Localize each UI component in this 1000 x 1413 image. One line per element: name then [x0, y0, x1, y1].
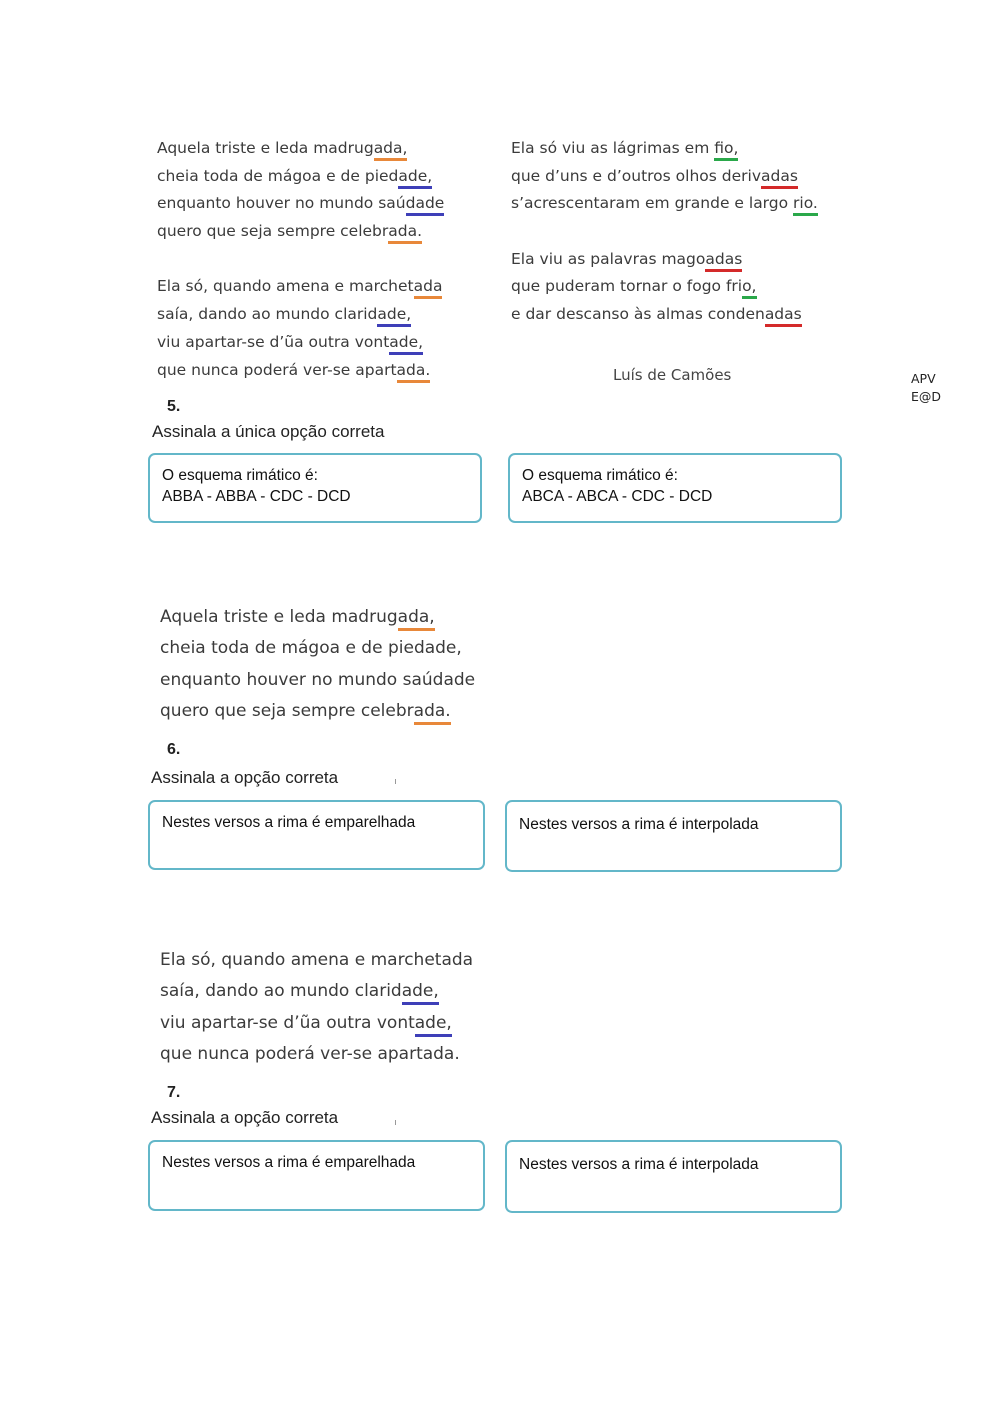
poem-line: que nunca poderá ver-se apartada. [160, 1043, 460, 1064]
rhyme-ending: dade [406, 194, 445, 216]
question-5-title: Assinala a única opção correta [152, 422, 385, 441]
q7-option-interpolada[interactable] [505, 1140, 842, 1213]
poem-line: quero que seja sempre celebrada. [157, 218, 444, 246]
q6-option-emparelhada[interactable] [148, 800, 485, 870]
poem-line: que nunca poderá ver-se apartada. [157, 357, 444, 385]
poem-line: s’acrescentaram em grande e largo rio. [511, 190, 818, 218]
poem-line: Ela viu as palavras magoadas [511, 246, 818, 274]
option-label: O esquema rimático é: [162, 467, 318, 484]
question-6-title: Assinala a opção correta [151, 768, 339, 787]
rhyme-ending: ade, [402, 981, 439, 1005]
badge-line: APV [911, 371, 936, 386]
poem-line: que d’uns e d’outros olhos derivadas [511, 163, 818, 191]
q6-option-interpolada[interactable] [505, 800, 842, 872]
rhyme-ending: o, [742, 277, 756, 299]
q5-option-a[interactable] [148, 453, 482, 523]
rhyme-ending: ada. [414, 701, 451, 725]
rhyme-ending: fio, [714, 139, 738, 161]
poem-right-column [511, 135, 818, 329]
poem-line: e dar descanso às almas condenadas [511, 301, 818, 329]
poem-line: Ela só, quando amena e marchetada [157, 273, 444, 301]
option-value: ABBA - ABBA - CDC - DCD [162, 488, 351, 505]
rhyme-ending: rio. [793, 194, 818, 216]
poem-left-column [157, 135, 444, 384]
rhyme-ending: ade, [415, 1013, 452, 1037]
poem-line: enquanto houver no mundo saúdade [157, 190, 444, 218]
rhyme-ending: ade, [389, 333, 423, 355]
rhyme-ending: ada. [388, 222, 422, 244]
excerpt-stanza-1 [160, 602, 475, 727]
rhyme-ending: ade, [398, 167, 432, 189]
question-7-title: Assinala a opção correta [151, 1108, 339, 1127]
rhyme-ending: adas [765, 305, 802, 327]
rhyme-ending: adas [761, 167, 798, 189]
option-text: Nestes versos a rima é interpolada [519, 816, 759, 833]
poem-line: Aquela triste e leda madrugada, [157, 135, 444, 163]
poem-line: cheia toda de mágoa e de piedade, [160, 638, 462, 659]
poem-author: Luís de Camões [613, 366, 732, 384]
divider [395, 1120, 396, 1125]
poem-line: cheia toda de mágoa e de piedade, [157, 163, 444, 191]
poem-line: viu apartar-se d’ũa outra vontade, [160, 1008, 473, 1039]
rhyme-ending: ade, [377, 305, 411, 327]
poem-line: enquanto houver no mundo saúdade [160, 669, 476, 690]
poem-line: quero que seja sempre celebrada. [160, 696, 475, 727]
poem-line: saía, dando ao mundo claridade, [160, 976, 473, 1007]
rhyme-ending: ada, [374, 139, 408, 161]
q5-option-b[interactable] [508, 453, 842, 523]
poem-line: saía, dando ao mundo claridade, [157, 301, 444, 329]
option-label: O esquema rimático é: [522, 467, 678, 484]
option-text: Nestes versos a rima é interpolada [519, 1156, 759, 1173]
rhyme-ending: ada, [398, 607, 435, 631]
question-7-number: 7. [167, 1084, 181, 1101]
option-text: Nestes versos a rima é emparelhada [162, 814, 416, 831]
option-value: ABCA - ABCA - CDC - DCD [522, 488, 713, 505]
question-6-number: 6. [167, 741, 181, 758]
rhyme-ending: ada [414, 277, 443, 299]
rhyme-ending: adas [705, 250, 742, 272]
option-text: Nestes versos a rima é emparelhada [162, 1154, 416, 1171]
poem-line: viu apartar-se d’ũa outra vontade, [157, 329, 444, 357]
author-badge [911, 370, 941, 406]
question-5-number: 5. [167, 398, 181, 415]
poem-line: Ela só viu as lágrimas em fio, [511, 135, 818, 163]
poem-line: Ela só, quando amena e marchetada [160, 950, 474, 970]
q7-option-emparelhada[interactable] [148, 1140, 485, 1211]
divider [395, 779, 396, 784]
rhyme-ending: ada. [397, 361, 431, 383]
poem-line: que puderam tornar o fogo frio, [511, 273, 818, 301]
poem-line: Aquela triste e leda madrugada, [160, 602, 475, 633]
excerpt-stanza-2 [160, 945, 473, 1070]
badge-line: E@D [911, 389, 942, 404]
